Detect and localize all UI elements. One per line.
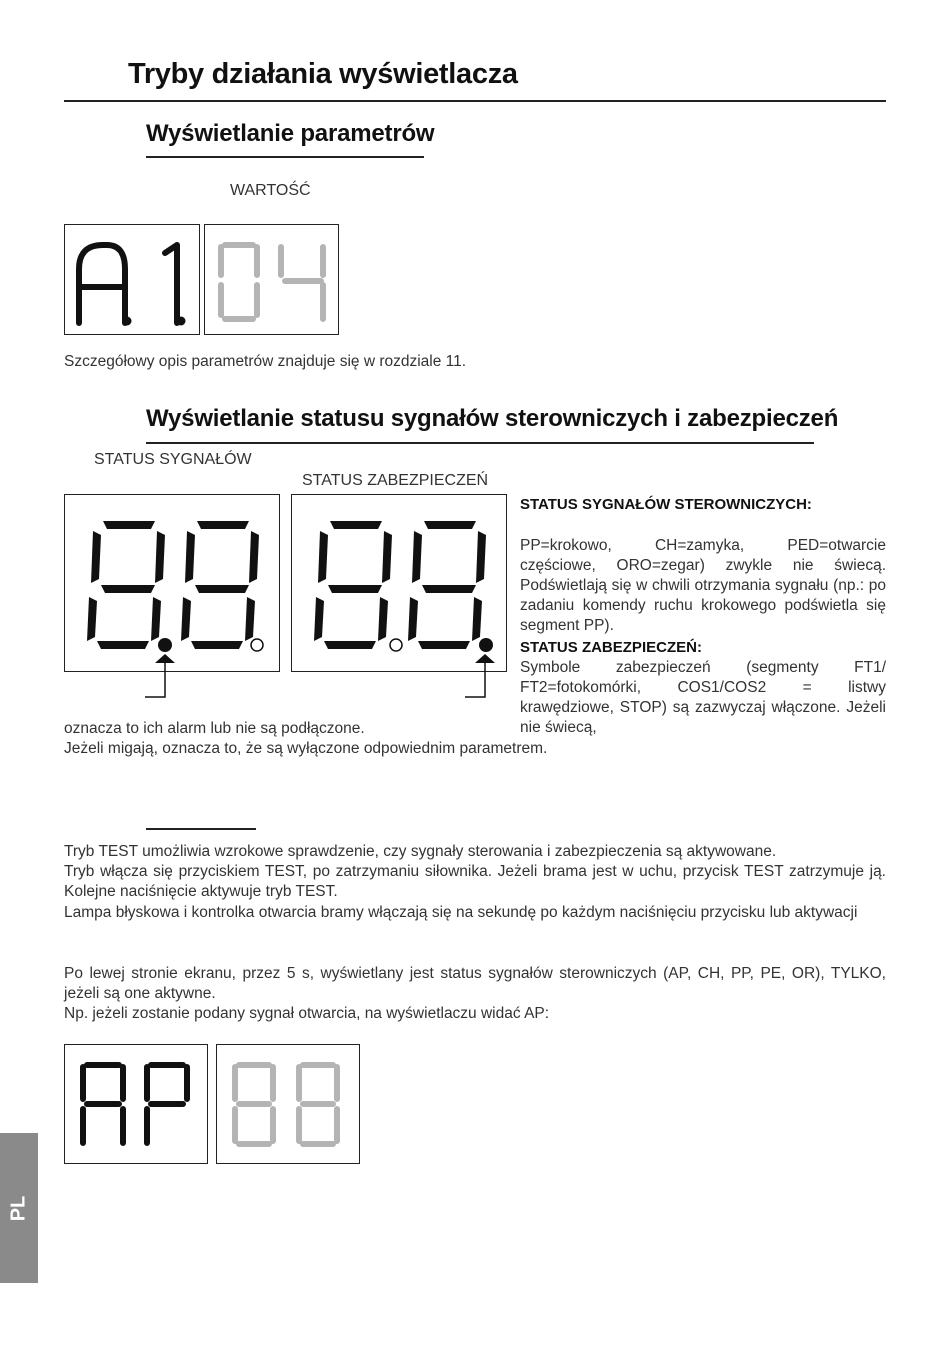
signal-pointer-line <box>145 660 165 697</box>
signal-pointer-arrow <box>155 654 175 663</box>
section-underline <box>146 442 814 444</box>
example-display-right-digits <box>217 1045 361 1165</box>
example-display-right <box>216 1044 360 1164</box>
param-display-left <box>64 224 200 335</box>
example-display-left <box>64 1044 208 1164</box>
safety-text-cont: oznacza to ich alarm lub nie są podłączone. <box>64 720 365 737</box>
test-mode-paragraph: Tryb TEST umożliwia wzrokowe sprawdzenie, czy sygnały sterowania i zabezpieczenia są aktywowane. <box>64 843 777 860</box>
section-underline <box>146 156 424 158</box>
signal-status-display <box>64 494 280 672</box>
value-label: WARTOŚĆ <box>230 182 311 199</box>
page-title: Tryby działania wyświetlacza <box>128 58 518 90</box>
test-mode-paragraph: Np. jeżeli zostanie podany sygnał otwarcia, na wyświetlaczu widać AP: <box>64 1005 550 1022</box>
safety-status-label: STATUS ZABEZPIECZEŃ <box>302 472 489 489</box>
safety-pointer-arrow <box>475 654 495 663</box>
status-dot-on <box>479 638 493 652</box>
param-display-right <box>204 224 339 335</box>
decimal-dot <box>177 317 186 326</box>
control-signals-heading: STATUS SYGNAŁÓW STEROWNICZYCH: <box>520 496 812 513</box>
test-mode-paragraph: Lampa błyskowa i kontrolka otwarcia bramy włączają się na sekundę po każdym naciśnięciu przycisku lub aktywacji <box>64 904 858 921</box>
param-display-left-digits <box>65 225 201 336</box>
language-tab <box>0 1133 38 1283</box>
signal-status-label: STATUS SYGNAŁÓW <box>94 451 252 468</box>
safety-status-segments <box>292 495 508 673</box>
test-mode-paragraph: Po lewej stronie ekranu, przez 5 s, wyświetlany jest status sygnałów sterowniczych (AP, CH, PP, PE, OR), TYLKO, jeżeli są one aktywne. <box>64 965 886 1002</box>
language-tab-label: PL <box>7 1195 30 1221</box>
title-divider <box>64 100 886 102</box>
test-mode-paragraph: Tryb włącza się przyciskiem TEST, po zatrzymaniu siłownika. Jeżeli brama jest w uchu, przycisk TEST zatrzymuje ją. Kolejne naciśnięcie aktywuje tryb TEST. <box>64 863 886 900</box>
status-dot-on <box>158 638 172 652</box>
decimal-dot <box>123 317 132 326</box>
status-dot-off <box>390 639 402 651</box>
safety-text-cont: Jeżeli migają, oznacza to, że są wyłączone odpowiednim parametrem. <box>64 740 548 757</box>
signal-status-segments <box>65 495 281 673</box>
control-signals-text: PP=krokowo, CH=zamyka, PED=otwarcie częściowe, ORO=zegar) zwykle nie świecą. Podświetlają się w chwili otrzymania sygnału (np.: po zadaniu komendy ruchu krokowego podświetla się segment PP). <box>520 537 886 634</box>
section-heading-parameters: Wyświetlanie parametrów <box>146 120 435 147</box>
section-underline <box>146 828 256 830</box>
parameters-note: Szczegółowy opis parametrów znajduje się w rozdziale 11. <box>64 353 467 370</box>
status-dot-off <box>251 639 263 651</box>
param-display-right-digits <box>205 225 340 336</box>
safety-heading: STATUS ZABEZPIECZEŃ: <box>520 639 702 656</box>
example-display-left-digits <box>65 1045 209 1165</box>
safety-pointer-line <box>465 660 485 697</box>
safety-text: Symbole zabezpieczeń (segmenty FT1/ FT2=fotokomórki, COS1/COS2 = listwy krawędziowe, STOP) są zazwyczaj włączone. Jeżeli nie świecą, <box>520 659 886 736</box>
segment-one <box>165 245 177 323</box>
safety-status-display <box>291 494 507 672</box>
status-pointer-arrows <box>140 652 510 702</box>
section-heading-status: Wyświetlanie statusu sygnałów sterowniczych i zabezpieczeń <box>146 405 839 432</box>
